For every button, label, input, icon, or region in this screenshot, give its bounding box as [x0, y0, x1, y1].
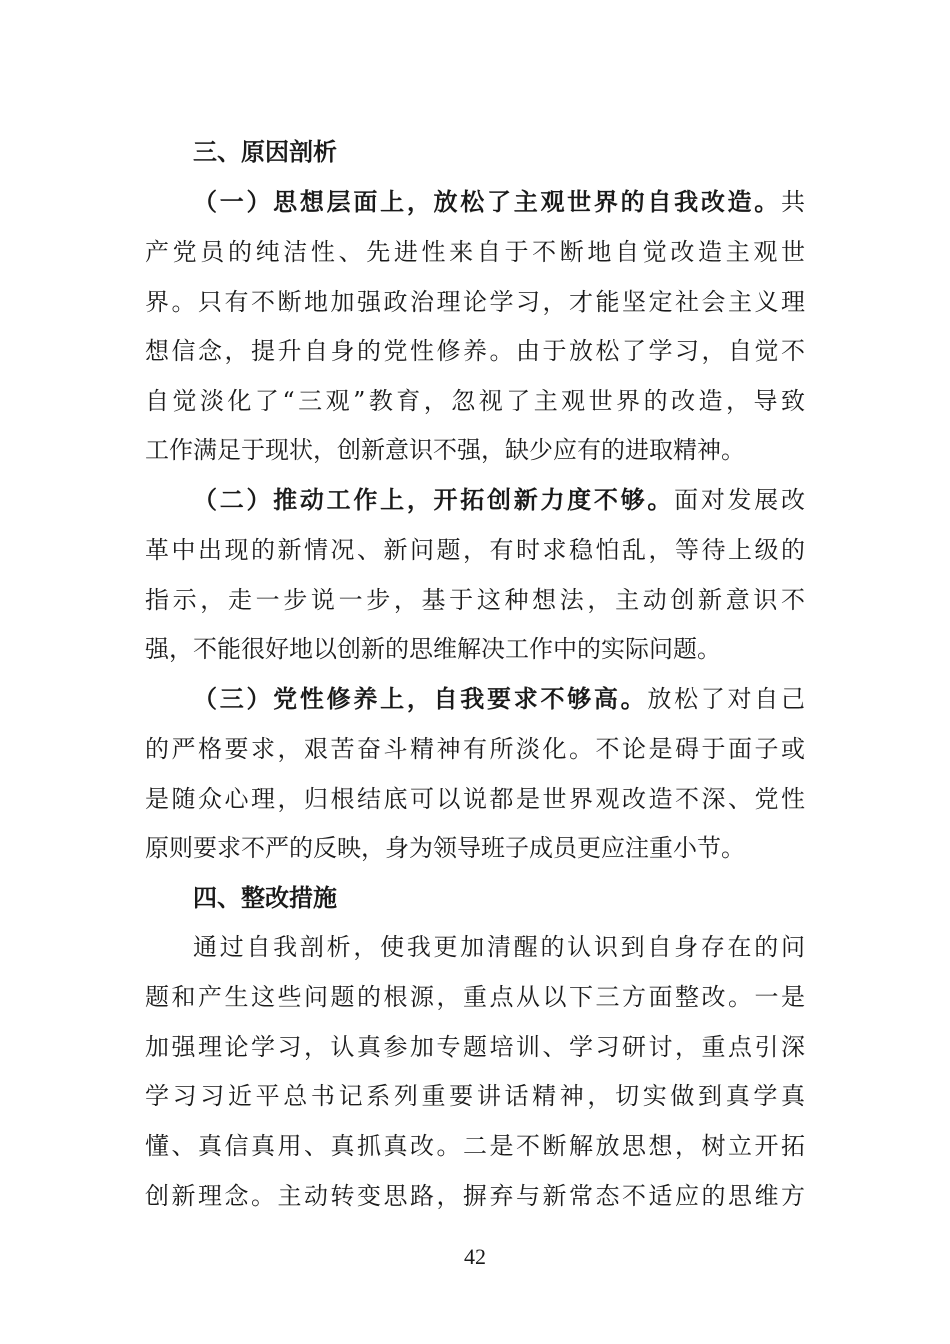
paragraph-4-line-2: 题和产生这些问题的根源，重点从以下三方面整改。一是 [145, 983, 805, 1011]
section-heading-rectification-measures: 四、整改措施 [193, 884, 337, 912]
paragraph-1-line-6: 工作满足于现状，创新意识不强，缺少应有的进取精神。 [145, 436, 745, 464]
paragraph-2-lead: （二）推动工作上，开拓创新力度不够。 [193, 486, 675, 514]
paragraph-2-line-2: 革中出现的新情况、新问题，有时求稳怕乱，等待上级的 [145, 536, 805, 564]
paragraph-1-line-2: 产党员的纯洁性、先进性来自于不断地自觉改造主观世 [145, 238, 805, 266]
paragraph-2-line-4: 强，不能很好地以创新的思维解决工作中的实际问题。 [145, 635, 721, 663]
paragraph-1-lead: （一）思想层面上，放松了主观世界的自我改造。 [193, 188, 781, 216]
paragraph-4-line-3: 加强理论学习，认真参加专题培训、学习研讨，重点引深 [145, 1033, 805, 1061]
paragraph-2-text: 面对发展改 [674, 486, 806, 514]
paragraph-3-line-4: 原则要求不严的反映，身为领导班子成员更应注重小节。 [145, 834, 745, 862]
paragraph-4-line-6: 创新理念。主动转变思路，摒弃与新常态不适应的思维方 [145, 1182, 805, 1210]
paragraph-4-line-4: 学习习近平总书记系列重要讲话精神，切实做到真学真 [145, 1082, 805, 1110]
paragraph-1-text: 共 [781, 188, 805, 216]
paragraph-1-line-3: 界。只有不断地加强政治理论学习，才能坚定社会主义理 [145, 288, 805, 316]
paragraph-3-text: 放松了对自己 [647, 685, 806, 713]
section-heading-cause-analysis: 三、原因剖析 [193, 138, 337, 166]
paragraph-4-line-5: 懂、真信真用、真抓真改。二是不断解放思想，树立开拓 [145, 1132, 805, 1160]
paragraph-2-line-3: 指示，走一步说一步，基于这种想法，主动创新意识不 [145, 586, 805, 614]
paragraph-3-lead: （三）党性修养上，自我要求不够高。 [193, 685, 648, 713]
paragraph-2-line-1 [193, 484, 805, 516]
paragraph-4-line-1: 通过自我剖析，使我更加清醒的认识到自身存在的问 [193, 933, 805, 961]
paragraph-1-line-1 [193, 186, 805, 218]
paragraph-3-line-3: 是随众心理，归根结底可以说都是世界观改造不深、党性 [145, 785, 805, 813]
paragraph-1-line-5: 自觉淡化了“三观”教育，忽视了主观世界的改造，导致 [145, 387, 805, 415]
page-number: 42 [464, 1244, 486, 1269]
paragraph-3-line-1 [193, 683, 805, 715]
paragraph-1-line-4: 想信念，提升自身的党性修养。由于放松了学习，自觉不 [145, 337, 805, 365]
paragraph-3-line-2: 的严格要求，艰苦奋斗精神有所淡化。不论是碍于面子或 [145, 735, 805, 763]
